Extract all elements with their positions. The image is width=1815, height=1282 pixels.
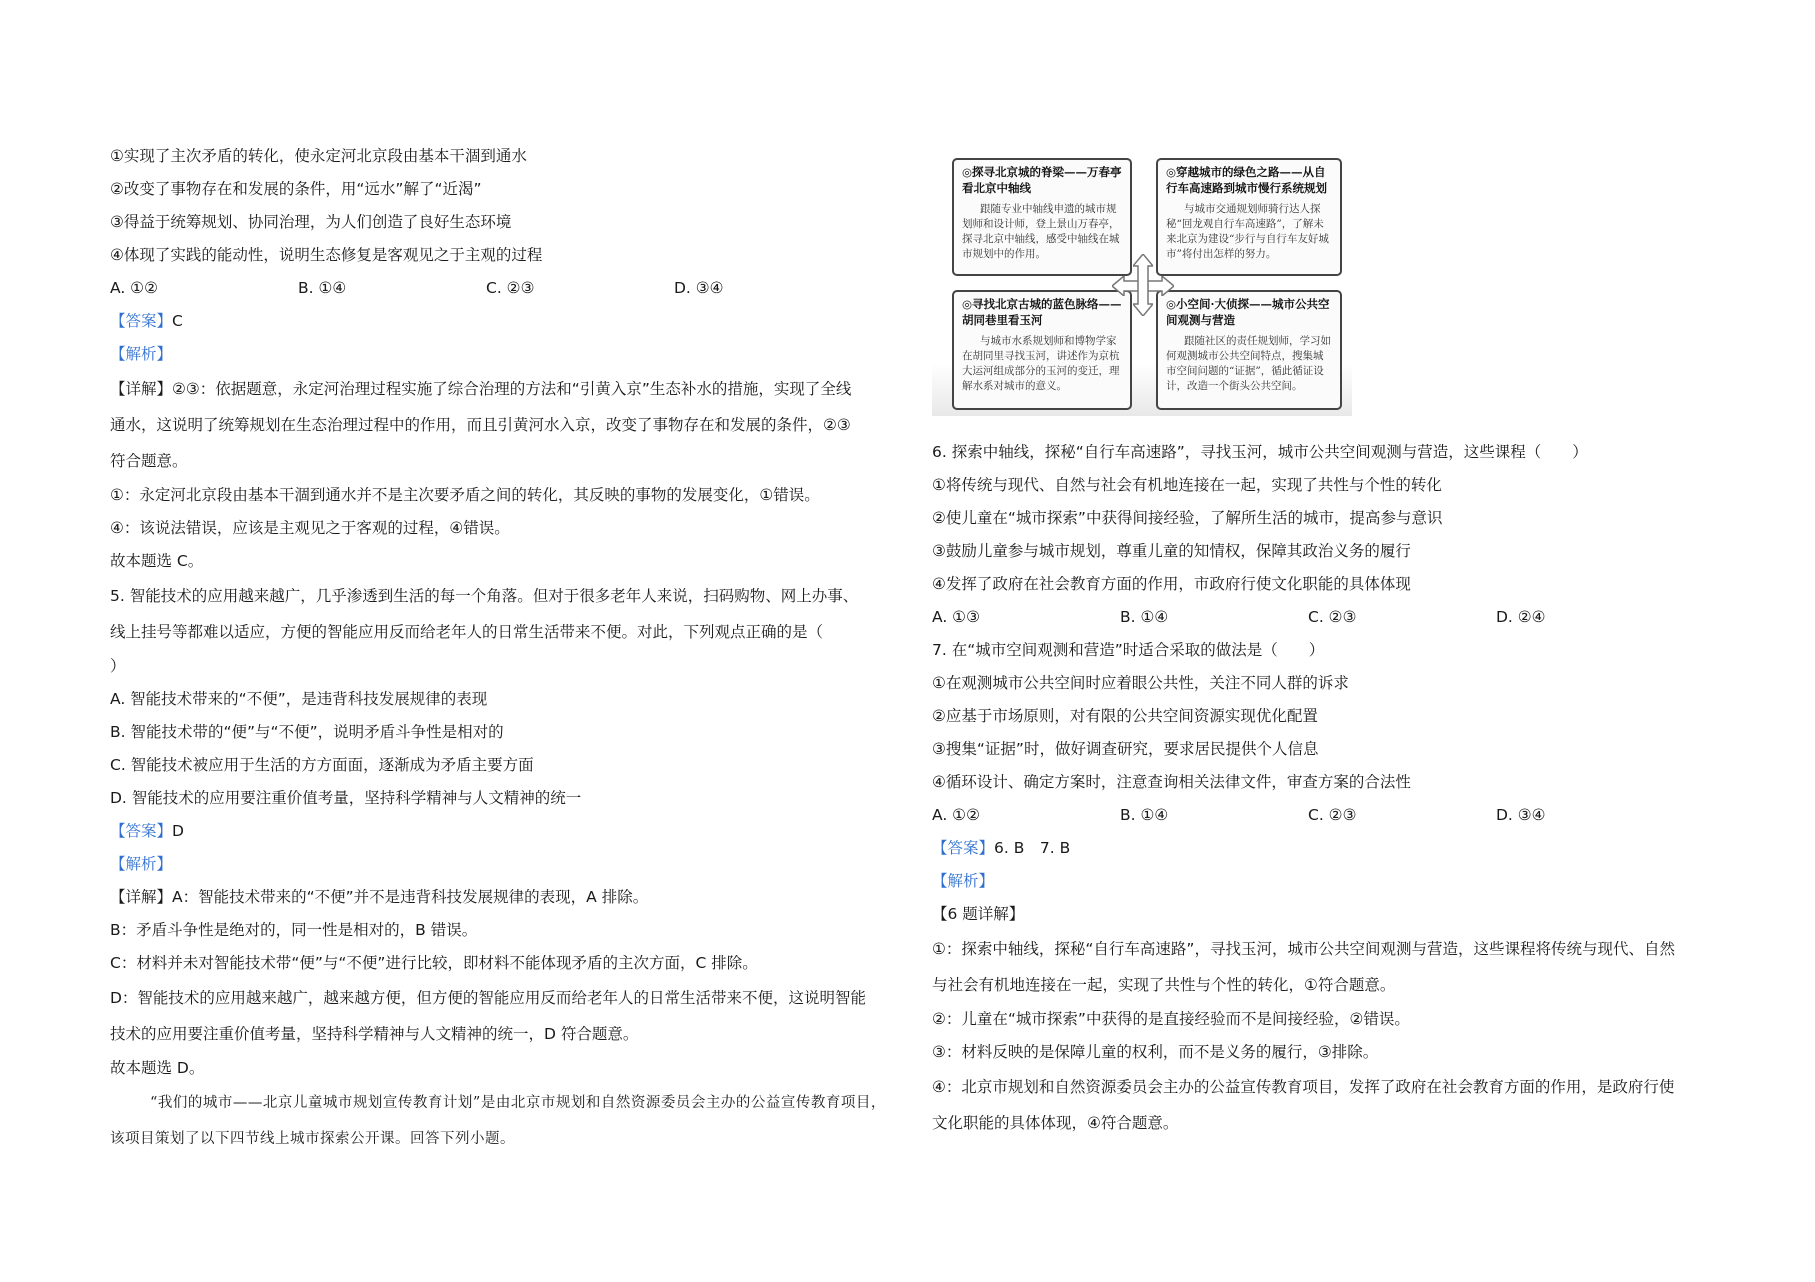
course-box-4-title: ◎小空间·大侦探——城市公共空间观测与营造 xyxy=(1166,297,1330,327)
course-figure xyxy=(932,154,1352,416)
q4-detail-4: ①：永定河北京段由基本干涸到通水并不是主次要矛盾之间的转化，其反映的事物的发展变化，①错误。 xyxy=(110,486,820,504)
q4-analysis-label: 【解析】 xyxy=(110,345,173,363)
q5-stem-2: 线上挂号等都难以适应，方便的智能应用反而给老年人的日常生活带来不便。对此，下列观点正确的是（ xyxy=(110,623,824,641)
material-passage: “我们的城市——北京儿童城市规划宣传教育计划”是由北京市规划和自然资源委员会主办的公益宣传教育项目，该项目策划了以下四节线上城市探索公开课。回答下列小题。 xyxy=(110,1095,886,1147)
q5-stem-1: 5. 智能技术的应用越来越广，几乎渗透到生活的每一个角落。但对于很多老年人来说，扫码购物、网上办事、 xyxy=(110,587,859,605)
q5-answer xyxy=(110,815,900,848)
course-box-2-title: ◎穿越城市的绿色之路——从自行车高速路到城市慢行系统规划 xyxy=(1166,165,1327,195)
q6-choices xyxy=(932,601,1722,634)
q7-choices xyxy=(932,799,1722,832)
q6-option-1: ①将传统与现代、自然与社会有机地连接在一起，实现了共性与个性的转化 xyxy=(932,476,1442,494)
q4-detail-6: 故本题选 C。 xyxy=(110,552,204,570)
q6-choice-a: A. ①③ xyxy=(932,608,980,626)
q6-choice-c: C. ②③ xyxy=(1308,608,1357,626)
q67-analysis-label: 【解析】 xyxy=(932,872,995,890)
q5-detail-5: 技术的应用要注重价值考量，坚持科学精神与人文精神的统一，D 符合题意。 xyxy=(110,1025,639,1043)
q5-option-c: C. 智能技术被应用于生活的方方面面，逐渐成为矛盾主要方面 xyxy=(110,756,534,774)
q4-detail-2: 通水，这说明了统筹规划在生态治理过程中的作用，而且引黄河水入京，改变了事物存在和发展的条件，②③ xyxy=(110,416,851,434)
q6-stem: 6. 探索中轴线，探秘“自行车高速路”，寻找玉河，城市公共空间观测与营造，这些课程（ ） xyxy=(932,443,1588,461)
course-box-2 xyxy=(1156,158,1342,276)
q5-option-b: B. 智能技术带的“便”与“不便”，说明矛盾斗争性是相对的 xyxy=(110,723,504,741)
course-box-2-body: 与城市交通规划师骑行达人探秘“回龙观自行车高速路”，了解未来北京为建设“步行与自行车友好城市”将付出怎样的努力。 xyxy=(1166,203,1329,260)
course-box-1-body: 跟随专业中轴线申遗的城市规划师和设计师，登上景山万春亭，探寻北京中轴线，感受中轴线在城市规划中的作用。 xyxy=(962,203,1120,260)
left-column xyxy=(110,140,900,1157)
q7-choice-c: C. ②③ xyxy=(1308,806,1357,824)
q4-option-3: ③得益于统筹规划、协同治理，为人们创造了良好生态环境 xyxy=(110,213,512,231)
q6-detail-5: ④：北京市规划和自然资源委员会主办的公益宣传教育项目，发挥了政府在社会教育方面的作用，是政府行使 xyxy=(932,1078,1675,1096)
q6-detail-head: 【6 题详解】 xyxy=(932,905,1025,923)
course-box-3-body: 与城市水系规划师和博物学家在胡同里寻找玉河，讲述作为京杭大运河组成部分的玉河的变迁，理解水系对城市的意义。 xyxy=(962,335,1120,392)
q6-option-3: ③鼓励儿童参与城市规划，尊重儿童的知情权，保障其政治义务的履行 xyxy=(932,542,1411,560)
q6-option-4: ④发挥了政府在社会教育方面的作用，市政府行使文化职能的具体体现 xyxy=(932,575,1411,593)
q4-choice-c: C. ②③ xyxy=(486,279,535,297)
right-column xyxy=(932,148,1722,1141)
q4-choice-b: B. ①④ xyxy=(298,279,347,297)
q5-detail-2: B：矛盾斗争性是绝对的，同一性是相对的，B 错误。 xyxy=(110,921,478,939)
course-box-1 xyxy=(952,158,1132,276)
answer-value: 6. B 7. B xyxy=(994,839,1071,857)
q4-choice-a: A. ①② xyxy=(110,279,158,297)
q6-detail-6: 文化职能的具体体现，④符合题意。 xyxy=(932,1114,1179,1132)
q6-choice-d: D. ②④ xyxy=(1496,608,1546,626)
q6-detail-3: ②：儿童在“城市探索”中获得的是直接经验而不是间接经验，②错误。 xyxy=(932,1010,1410,1028)
q7-stem: 7. 在“城市空间观测和营造”时适合采取的做法是（ ） xyxy=(932,641,1325,659)
q4-answer xyxy=(110,305,900,338)
q5-stem-3: ） xyxy=(110,657,126,675)
q4-choices xyxy=(110,272,900,305)
q6-detail-4: ③：材料反映的是保障儿童的权利，而不是义务的履行，③排除。 xyxy=(932,1043,1379,1061)
arrow-vertical-icon xyxy=(1133,254,1153,316)
course-box-3-title: ◎寻找北京古城的蓝色脉络——胡同巷里看玉河 xyxy=(962,297,1122,327)
course-box-1-title: ◎探寻北京城的脊梁——万春亭看北京中轴线 xyxy=(962,165,1122,195)
q5-detail-1: 【详解】A：智能技术带来的“不便”并不是违背科技发展规律的表现，A 排除。 xyxy=(110,888,649,906)
q6-option-2: ②使儿童在“城市探索”中获得间接经验，了解所生活的城市，提高参与意识 xyxy=(932,509,1443,527)
course-box-3 xyxy=(952,290,1132,410)
q7-option-3: ③搜集“证据”时，做好调查研究，要求居民提供个人信息 xyxy=(932,740,1319,758)
q6-choice-b: B. ①④ xyxy=(1120,608,1169,626)
answer-value: D xyxy=(172,822,184,840)
q5-detail-4: D：智能技术的应用越来越广，越来越方便，但方便的智能应用反而给老年人的日常生活带来不便，这说明智能 xyxy=(110,989,866,1007)
q4-detail-1: 【详解】②③：依据题意，永定河治理过程实施了综合治理的方法和“引黄入京”生态补水的措施，实现了全线 xyxy=(110,380,852,398)
q4-option-4: ④体现了实践的能动性，说明生态修复是客观见之于主观的过程 xyxy=(110,246,543,264)
q7-option-1: ①在观测城市公共空间时应着眼公共性，关注不同人群的诉求 xyxy=(932,674,1349,692)
q67-answer xyxy=(932,832,1722,865)
q5-detail-6: 故本题选 D。 xyxy=(110,1059,205,1077)
answer-value: C xyxy=(172,312,183,330)
answer-label: 【答案】 xyxy=(932,839,995,857)
q4-detail-3: 符合题意。 xyxy=(110,452,188,470)
course-box-4 xyxy=(1156,290,1342,410)
q5-analysis-label: 【解析】 xyxy=(110,855,173,873)
q4-option-1: ①实现了主次矛盾的转化，使永定河北京段由基本干涸到通水 xyxy=(110,147,527,165)
q4-detail-5: ④：该说法错误，应该是主观见之于客观的过程，④错误。 xyxy=(110,519,510,537)
q7-choice-d: D. ③④ xyxy=(1496,806,1546,824)
q5-detail-3: C：材料并未对智能技术带“便”与“不便”进行比较，即材料不能体现矛盾的主次方面，C 排除。 xyxy=(110,954,758,972)
q4-choice-d: D. ③④ xyxy=(674,279,724,297)
q5-option-d: D. 智能技术的应用要注重价值考量，坚持科学精神与人文精神的统一 xyxy=(110,789,582,807)
q4-option-2: ②改变了事物存在和发展的条件，用“远水”解了“近渴” xyxy=(110,180,482,198)
q5-option-a: A. 智能技术带来的“不便”，是违背科技发展规律的表现 xyxy=(110,690,488,708)
course-box-4-body: 跟随社区的责任规划师，学习如何观测城市公共空间特点，搜集城市空间问题的“证据”，循此循证设计，改造一个街头公共空间。 xyxy=(1166,335,1331,392)
q6-detail-1: ①：探索中轴线，探秘“自行车高速路”，寻找玉河，城市公共空间观测与营造，这些课程将传统与现代、自然 xyxy=(932,940,1675,958)
q6-detail-2: 与社会有机地连接在一起，实现了共性与个性的转化，①符合题意。 xyxy=(932,976,1396,994)
q7-choice-a: A. ①② xyxy=(932,806,980,824)
q7-option-2: ②应基于市场原则，对有限的公共空间资源实现优化配置 xyxy=(932,707,1318,725)
answer-label: 【答案】 xyxy=(110,312,173,330)
q7-option-4: ④循环设计、确定方案时，注意查询相关法律文件，审查方案的合法性 xyxy=(932,773,1411,791)
q7-choice-b: B. ①④ xyxy=(1120,806,1169,824)
answer-label: 【答案】 xyxy=(110,822,173,840)
